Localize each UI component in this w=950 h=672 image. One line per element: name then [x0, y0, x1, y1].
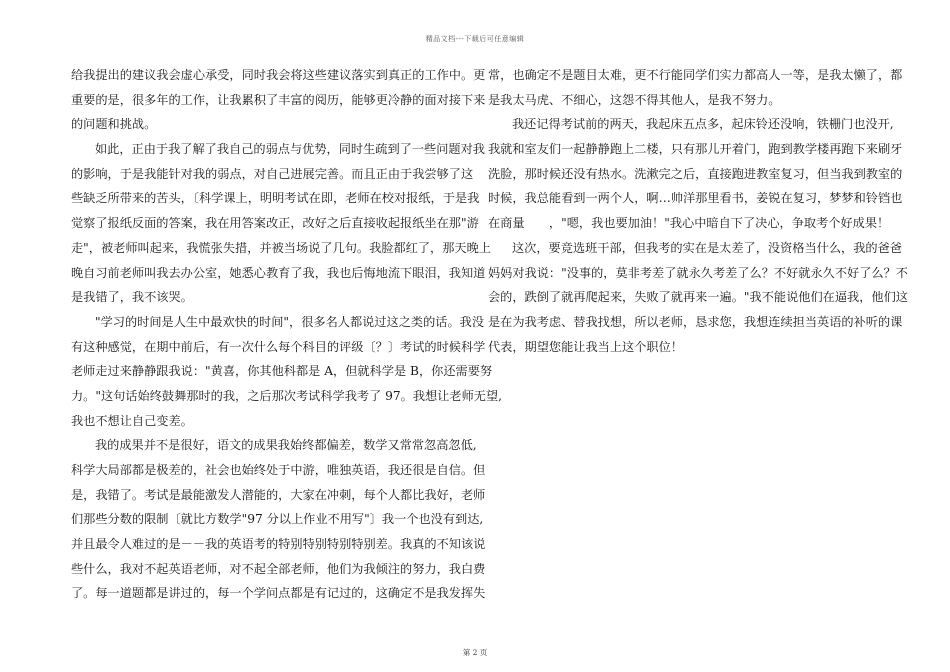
text-line: 洗脸，那时候还没有热水。洗漱完之后，直接跑进教室复习，但当我到教室的 [488, 166, 903, 181]
page-number: 第 2 页 [462, 648, 488, 657]
text-line: 些什么，我对不起英语老师，对不起全部老师，他们为我倾注的努力，我白费 [71, 561, 486, 576]
text-line: 是在为我考虑、替我找想，所以老师，恳求您，我想连续担当英语的补听的课 [488, 314, 903, 329]
text-line: 代表，期望您能让我当上这个职位！ [488, 339, 683, 354]
text-line: 们那些分数的限制〔就比方数学"97 分以上作业不用写"〕我一个也没有到达, [71, 512, 484, 527]
text-line: 觉察了报纸反面的答案，我在用答案改正，改好之后直接收起报纸坐在那"游 [71, 216, 479, 231]
text-line: 重要的是，很多年的工作，让我累积了丰富的阅历，能够更冷静的面对接下来 [71, 92, 486, 107]
text-line: 的问题和挑战。 [71, 117, 157, 132]
text-line: 的影响，于是我能针对我的弱点，对自己进展完善。而且正由于我尝够了这 [71, 166, 474, 181]
text-line: 晚自习前老师叫我去办公室，她悉心教育了我，我也后悔地流下眼泪，我知道 [71, 265, 486, 280]
left-column [71, 63, 503, 606]
text-line: "学习的时间是人生中最欢快的时间"，很多名人都说过这之类的话。我没 [95, 314, 485, 329]
text-line: 时候，我总能看到一两个人，啊…帅洋那里看书，姜锐在复习，梦梦和铃铛也 [488, 191, 903, 206]
text-line: 这次，要竞选班干部，但我考的实在是太差了，没资格当什么，我的爸爸 [512, 240, 902, 255]
text-line: 我也不想让自己变差。 [71, 413, 193, 428]
text-line: 走"，被老师叫起来，我慌张失措，并被当场说了几句。我脸都红了，那天晚上 [71, 240, 491, 255]
text-line: 力。"这句话始终鼓舞那时的我，之后那次考试科学我考了 97。我想让老师无望, [71, 388, 503, 403]
text-line: 些缺乏所带来的苦头，〔科学课上，明明考试在即，老师在校对报纸，于是我 [71, 191, 480, 206]
text-line: 并且最令人难过的是－－我的英语考的特别特别特别特别差。我真的不知该说 [71, 537, 486, 552]
text-line: 在商量 ，"嗯，我也要加油！"我心中暗自下了决心，争取考个好成果！ [488, 216, 890, 231]
text-line: 有这种感觉，在期中前后，有一次什么每个科目的评级〔？〕考试的时候科学 [71, 339, 486, 354]
text-line: 会的，跌倒了就再爬起来，失败了就再来一遍。"我不能说他们在逼我，他们这 [488, 290, 908, 305]
text-line: 给我提出的建议我会虚心承受，同时我会将这些建议落实到真正的工作中。更 [71, 68, 486, 82]
text-line: 了。每一道题都是讲过的，每一个学问点都是有记过的，这确定不是我发挥失 [71, 586, 486, 601]
text-line: 妈妈对我说："没事的，莫非考差了就永久考差了么？不好就永久不好了么？不 [488, 265, 908, 280]
text-line: 我的成果并不是很好，语文的成果我始终都偏差，数学又常常忽高忽低, [95, 438, 477, 453]
text-line: 老师走过来静静跟我说："黄喜，你其他科都是 A，但就科学是 B，你还需要努 [71, 364, 493, 379]
page-header: 精品文档---下载后可任意编辑 [425, 35, 525, 43]
text-line: 是我错了，我不该哭。 [71, 290, 193, 305]
text-line: 我就和室友们一起静静跑上二楼，只有那儿开着门，跑到教学楼再跑下来刷牙 [488, 142, 903, 157]
right-column [488, 63, 908, 359]
text-line: 是我太马虎、不细心，这怨不得其他人，是我不努力。 [488, 92, 781, 107]
text-line: 如此，正由于我了解了我自己的弱点与优势，同时生疏到了一些问题对我 [95, 142, 485, 157]
text-line: 是，我错了。考试是最能激发人潜能的，大家在冲刺，每个人都比我好，老师 [71, 487, 486, 502]
text-line: 常，也确定不是题目太难，更不行能同学们实力都高人一等，是我太懒了，都 [488, 68, 903, 82]
text-line: 科学大局部都是极差的，社会也始终处于中游，唯独英语，我还很是自信。但 [71, 463, 486, 477]
text-line: 我还记得考试前的两天，我起床五点多，起床铃还没响，铁栅门也没开, [512, 117, 894, 132]
